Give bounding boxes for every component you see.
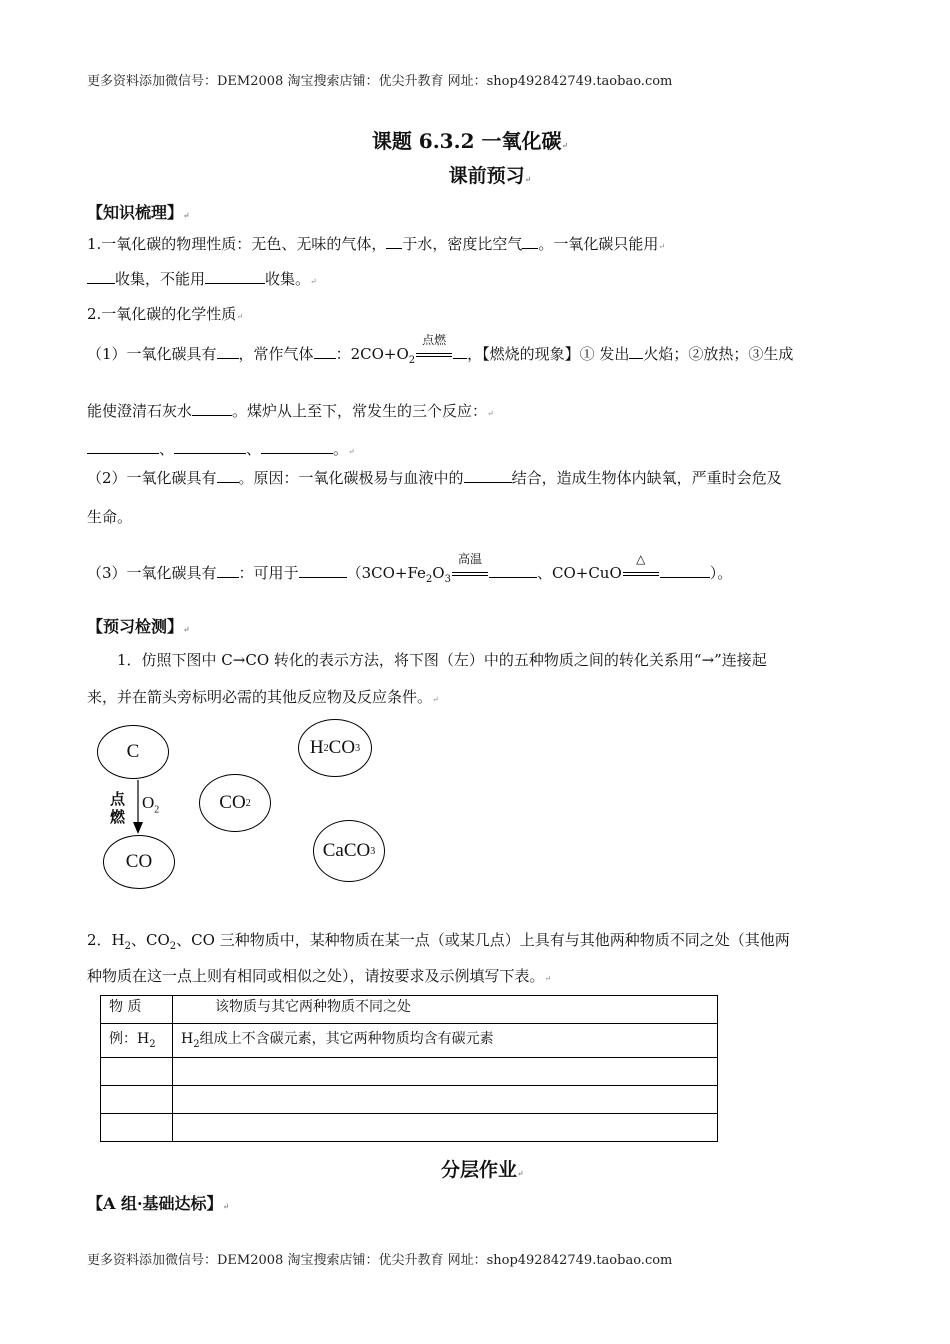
knowledge-line-2: 收集，不能用 收集。↵ [87,268,317,293]
table-row [101,1024,718,1058]
check-q1-line-2: 来，并在箭头旁标明必需的其他反应物及反应条件。↵ [87,688,439,706]
comparison-table [100,995,718,1142]
node-co: CO [103,835,175,889]
knowledge-line-9: （3）一氧化碳具有 ：可用于 （$3CO+Fe_2O_3$ 高温 、CO+CuO △ ）。 [87,552,733,585]
knowledge-line-6: 、 、 。↵ [87,438,355,463]
check-q2-line-2: 种物质在这一点上则有相同或相似之处），请按要求及示例填写下表。↵ [87,967,552,985]
condition-heat: △ [622,562,660,584]
table-cell-blank[interactable] [101,1086,173,1114]
page-subtitle: 课前预习↵ [448,165,532,187]
table-row[interactable] [101,1086,718,1114]
node-co2: CO 2 [199,774,271,832]
table-cell-blank[interactable] [173,1058,718,1086]
condition-high-temp: 高温 [451,562,489,584]
knowledge-line-5: 能使澄清石灰水 。煤炉从上至下，常发生的三个反应：↵ [87,402,494,420]
knowledge-line-3: 2.一氧化碳的化学性质↵ [87,305,244,323]
table-header-difference: 该物质与其它两种物质不同之处 [173,996,718,1024]
check-q1-line-1: 1．仿照下图中 C→CO 转化的表示方法，将下图（左）中的五种物质之间的转化关系用“→”连接起 [117,651,767,669]
table-cell-example-text: $H_2$组成上不含碳元素，其它两种物质均含有碳元素 [173,1024,718,1058]
table-row[interactable] [101,1114,718,1142]
node-h2co3: H 2 CO 3 [298,719,372,777]
page-title: 课题 6.3.2 一氧化碳↵ [371,129,569,153]
knowledge-line-7: （2）一氧化碳具有 。原因：一氧化碳极易与血液中的 结合，造成生物体内缺氧，严重时会危及 [87,469,782,487]
table-cell-blank[interactable] [101,1058,173,1086]
footer-note: 更多资料添加微信号：DEM2008 淘宝搜索店铺：优尖升教育 网址：shop492842749.taobao.com [87,1253,673,1268]
check-heading: 【预习检测】↵ [87,617,190,636]
node-c: C [97,725,169,779]
table-cell-blank[interactable] [173,1086,718,1114]
knowledge-line-8: 生命。 [87,508,133,526]
table-cell-example: 例：$H_2$ [101,1024,173,1058]
table-cell-blank[interactable] [173,1114,718,1142]
table-cell-blank[interactable] [101,1114,173,1142]
table-row [101,996,718,1024]
condition-ignite: 点燃 [415,343,453,365]
node-caco3: CaCO 3 [313,820,385,882]
homework-heading: 分层作业↵ [441,1159,524,1181]
table-row[interactable] [101,1058,718,1086]
arrow-condition: 点 燃 [110,790,126,826]
knowledge-heading: 【知识梳理】↵ [87,203,190,222]
knowledge-line-1: 1.一氧化碳的物理性质：无色、无味的气体， 于水，密度比空气 。一氧化碳只能用↵ [87,235,666,253]
table-header-substance: 物 质 [101,996,173,1024]
check-q2-line-1: 2．$H_2$、$CO_2$、CO 三种物质中，某种物质在某一点（或某几点）上具有与其他两种物质不同之处（其他两 [87,931,790,952]
knowledge-line-4: （1）一氧化碳具有 ，常作气体 ：$2CO+O_2$ 点燃 ，【燃烧的现象】① 发出 火焰；②放热；③生成 [87,333,794,366]
group-a-heading: 【A 组·基础达标】↵ [87,1194,230,1213]
arrow-reactant: $O_2$ [142,793,160,816]
header-note: 更多资料添加微信号：DEM2008 淘宝搜索店铺：优尖升教育 网址：shop492842749.taobao.com [87,74,673,89]
